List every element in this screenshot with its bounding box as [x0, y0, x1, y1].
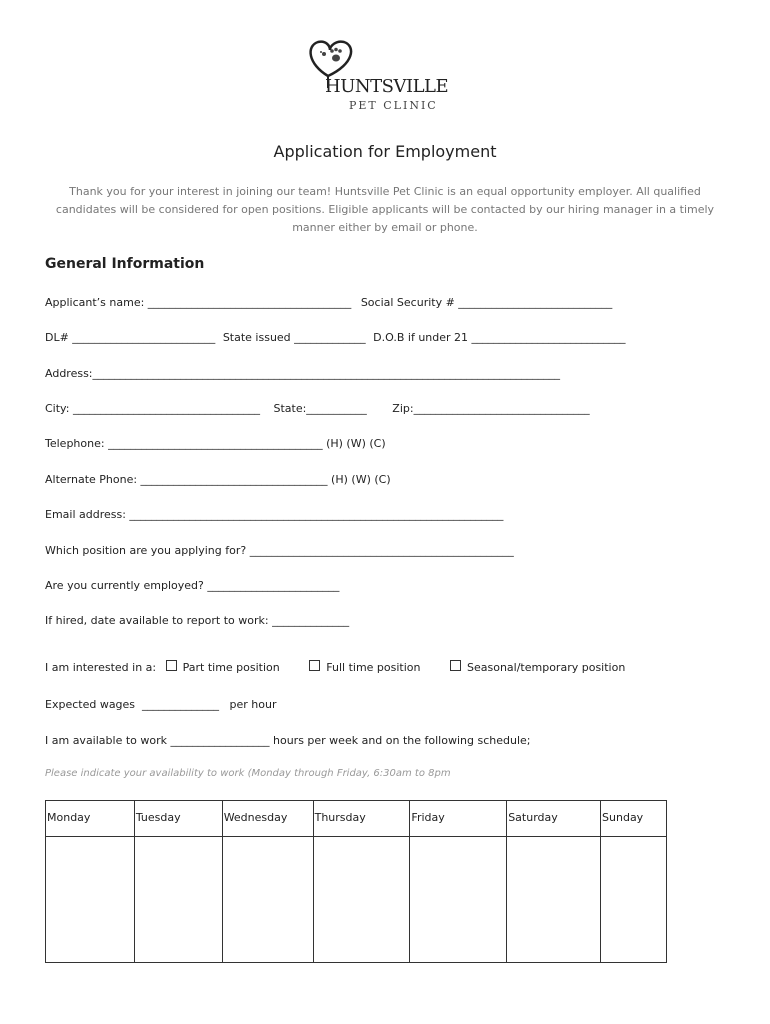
part-time-label: Part time position	[182, 661, 280, 674]
row-alternate-phone	[45, 473, 391, 486]
ssn-field[interactable]: Social Security # ____________________________	[360, 296, 613, 309]
schedule-entry-row	[46, 837, 667, 963]
row-wages	[45, 698, 276, 711]
schedule-cell-friday[interactable]	[410, 837, 507, 963]
applicant-name-field[interactable]: Applicant’s name: _____________________________________	[45, 296, 352, 309]
row-telephone	[45, 437, 386, 450]
logo-name: HUNTSVILLE	[325, 76, 449, 97]
expected-wages-field[interactable]: Expected wages ______________ per hour	[45, 698, 277, 711]
schedule-table	[45, 800, 667, 963]
telephone-field[interactable]: Telephone: _______________________________________ (H) (W) (C)	[45, 437, 386, 450]
schedule-cell-saturday[interactable]	[507, 837, 601, 963]
row-employed	[45, 579, 339, 592]
schedule-cell-thursday[interactable]	[313, 837, 410, 963]
schedule-day-monday: Monday	[46, 801, 135, 837]
dl-field[interactable]: DL# __________________________	[45, 331, 216, 344]
schedule-day-friday: Friday	[410, 801, 507, 837]
date-available-field[interactable]: If hired, date available to report to work: ______________	[45, 614, 350, 627]
row-available	[45, 734, 530, 747]
dob-field[interactable]: D.O.B if under 21 ____________________________	[373, 331, 626, 344]
seasonal-label: Seasonal/temporary position	[467, 661, 626, 674]
seasonal-checkbox[interactable]	[450, 660, 461, 671]
state-issued-field[interactable]: State issued _____________	[222, 331, 366, 344]
row-address	[45, 367, 560, 380]
row-name-ssn	[45, 296, 612, 309]
email-field[interactable]: Email address: ____________________________________________________________________	[45, 508, 504, 521]
schedule-cell-monday[interactable]	[46, 837, 135, 963]
section-title: General Information	[45, 256, 205, 272]
position-field[interactable]: Which position are you applying for? ________________________________________________	[45, 544, 514, 557]
part-time-checkbox[interactable]	[166, 660, 177, 671]
alternate-phone-field[interactable]: Alternate Phone: __________________________________ (H) (W) (C)	[45, 473, 391, 486]
schedule-day-saturday: Saturday	[507, 801, 601, 837]
schedule-day-thursday: Thursday	[313, 801, 410, 837]
page-title: Application for Employment	[273, 142, 497, 161]
row-city	[45, 402, 590, 415]
interested-label: I am interested in a:	[45, 661, 157, 674]
row-email	[45, 508, 503, 521]
paw-icon	[320, 48, 342, 62]
employed-field[interactable]: Are you currently employed? ________________________	[45, 579, 340, 592]
row-position	[45, 544, 514, 557]
schedule-day-wednesday: Wednesday	[222, 801, 313, 837]
schedule-cell-tuesday[interactable]	[134, 837, 222, 963]
full-time-label: Full time position	[326, 661, 421, 674]
intro-text: Thank you for your interest in joining our team! Huntsville Pet Clinic is an equal opportunity employer. All qualified candidates will be considered for open positions. Eligible applicants will be contacted by our hiring manager in a timely manner either by email or phone.	[55, 185, 715, 234]
city-field[interactable]: City: __________________________________	[45, 402, 260, 415]
row-dl	[45, 331, 626, 344]
logo-subtitle: PET CLINIC	[349, 99, 438, 112]
address-field[interactable]: Address:_____________________________________________________________________________________	[45, 367, 561, 380]
state-field[interactable]: State:___________	[273, 402, 367, 415]
zip-field[interactable]: Zip:________________________________	[392, 402, 590, 415]
full-time-checkbox[interactable]	[309, 660, 320, 671]
row-date-available	[45, 614, 349, 627]
schedule-day-tuesday: Tuesday	[134, 801, 222, 837]
availability-note: Please indicate your availability to work (Monday through Friday, 6:30am to 8pm	[45, 768, 451, 779]
schedule-day-sunday: Sunday	[601, 801, 667, 837]
schedule-cell-wednesday[interactable]	[222, 837, 313, 963]
schedule-cell-sunday[interactable]	[601, 837, 667, 963]
schedule-header-row	[46, 801, 667, 837]
row-interest	[45, 660, 625, 674]
available-hours-field[interactable]: I am available to work __________________ hours per week and on the following schedule;	[45, 734, 531, 747]
